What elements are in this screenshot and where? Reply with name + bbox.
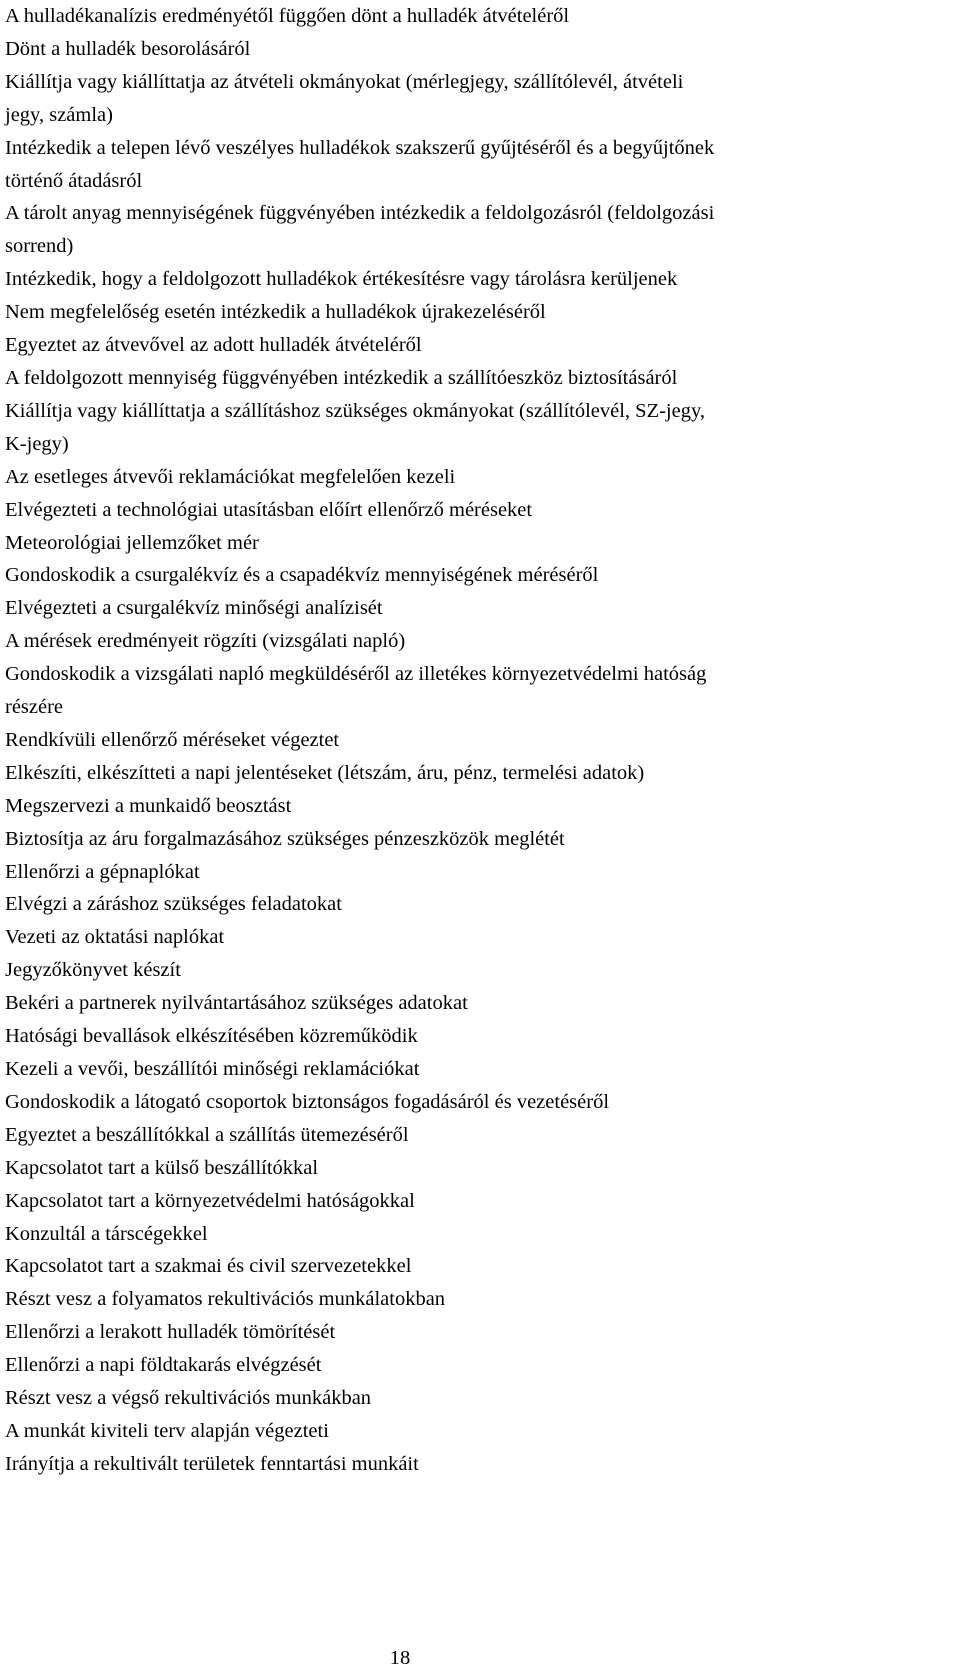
text-line: Elvégzi a záráshoz szükséges feladatokat xyxy=(5,893,342,916)
text-line: Kapcsolatot tart a környezetvédelmi hatóságokkal xyxy=(5,1189,415,1212)
text-line: Részt vesz a folyamatos rekultivációs munkálatokban xyxy=(5,1288,446,1311)
text-line: Kezeli a vevői, beszállítói minőségi reklamációkat xyxy=(5,1058,420,1080)
text-line: Az esetleges átvevői reklamációkat megfelelően kezeli xyxy=(5,465,456,488)
text-line: Irányítja a rekultivált területek fenntartási munkáit xyxy=(5,1452,419,1475)
text-line: K-jegy) xyxy=(5,432,69,455)
text-line: Elvégezteti a technológiai utasításban előírt ellenőrző méréseket xyxy=(5,498,533,521)
text-line: Kapcsolatot tart a szakmai és civil szervezetekkel xyxy=(5,1255,412,1278)
text-line: Ellenőrzi a napi földtakarás elvégzését xyxy=(5,1354,322,1377)
text-line: A feldolgozott mennyiség függvényében intézkedik a szállítóeszköz biztosításáról xyxy=(5,366,678,389)
document-text-lines xyxy=(5,0,953,1481)
text-line: sorrend) xyxy=(5,235,74,258)
text-line: Kiállítja vagy kiállíttatja az átvételi okmányokat (mérlegjegy, szállítólevél, átvételi xyxy=(5,70,684,93)
text-line: Elvégezteti a csurgalékvíz minőségi analízisét xyxy=(5,597,383,620)
text-line: A tárolt anyag mennyiségének függvényében intézkedik a feldolgozásról (feldolgozási xyxy=(5,202,715,225)
text-line: Hatósági bevallások elkészítésében közreműködik xyxy=(5,1025,418,1048)
text-line: Intézkedik a telepen lévő veszélyes hulladékok szakszerű gyűjtéséről és a begyűjtőnek xyxy=(5,136,715,159)
text-line: Meteorológiai jellemzőket mér xyxy=(5,531,259,554)
text-line: Konzultál a társcégekkel xyxy=(5,1222,208,1245)
text-line: jegy, számla) xyxy=(5,103,113,126)
text-line: Megszervezi a munkaidő beosztást xyxy=(5,794,292,817)
text-line: A munkát kiviteli terv alapján végezteti xyxy=(5,1419,329,1442)
text-line: Rendkívüli ellenőrző méréseket végeztet xyxy=(5,728,340,751)
text-line: részére xyxy=(5,696,64,719)
page-number: 18 xyxy=(389,1647,411,1669)
text-line: A mérések eredményeit rögzíti (vizsgálati napló) xyxy=(5,630,406,653)
text-line: Gondoskodik a csurgalékvíz és a csapadékvíz mennyiségének méréséről xyxy=(5,564,599,587)
text-line: Elkészíti, elkészítteti a napi jelentéseket (létszám, áru, pénz, termelési adatok) xyxy=(5,761,645,784)
text-line: Intézkedik, hogy a feldolgozott hulladékok értékesítésre vagy tárolásra kerüljenek xyxy=(5,268,678,291)
text-line: Jegyzőkönyvet készít xyxy=(5,959,181,982)
text-line: történő átadásról xyxy=(5,169,143,192)
text-line: Kiállítja vagy kiállíttatja a szállításhoz szükséges okmányokat (szállítólevél, SZ-jegy, xyxy=(5,399,706,422)
text-line: Ellenőrzi a gépnaplókat xyxy=(5,860,200,883)
text-line: Dönt a hulladék besorolásáról xyxy=(5,37,251,60)
text-line: Ellenőrzi a lerakott hulladék tömörítését xyxy=(5,1321,336,1344)
text-line: Vezeti az oktatási naplókat xyxy=(5,926,225,949)
text-line: Nem megfelelőség esetén intézkedik a hulladékok újrakezeléséről xyxy=(5,301,546,324)
text-line: Bekéri a partnerek nyilvántartásához szükséges adatokat xyxy=(5,992,468,1015)
text-line: A hulladékanalízis eredményétől függően dönt a hulladék átvételéről xyxy=(5,5,570,27)
text-line: Részt vesz a végső rekultivációs munkákban xyxy=(5,1387,372,1410)
text-line: Kapcsolatot tart a külső beszállítókkal xyxy=(5,1156,319,1179)
text-line: Gondoskodik a látogató csoportok biztonságos fogadásáról és vezetéséről xyxy=(5,1090,610,1113)
text-line: Egyeztet a beszállítókkal a szállítás ütemezéséről xyxy=(5,1123,409,1146)
text-line: Biztosítja az áru forgalmazásához szükséges pénzeszközök meglétét xyxy=(5,827,565,850)
text-line: Egyeztet az átvevővel az adott hulladék átvételéről xyxy=(5,334,422,357)
text-line: Gondoskodik a vizsgálati napló megküldéséről az illetékes környezetvédelmi hatóság xyxy=(5,663,707,686)
